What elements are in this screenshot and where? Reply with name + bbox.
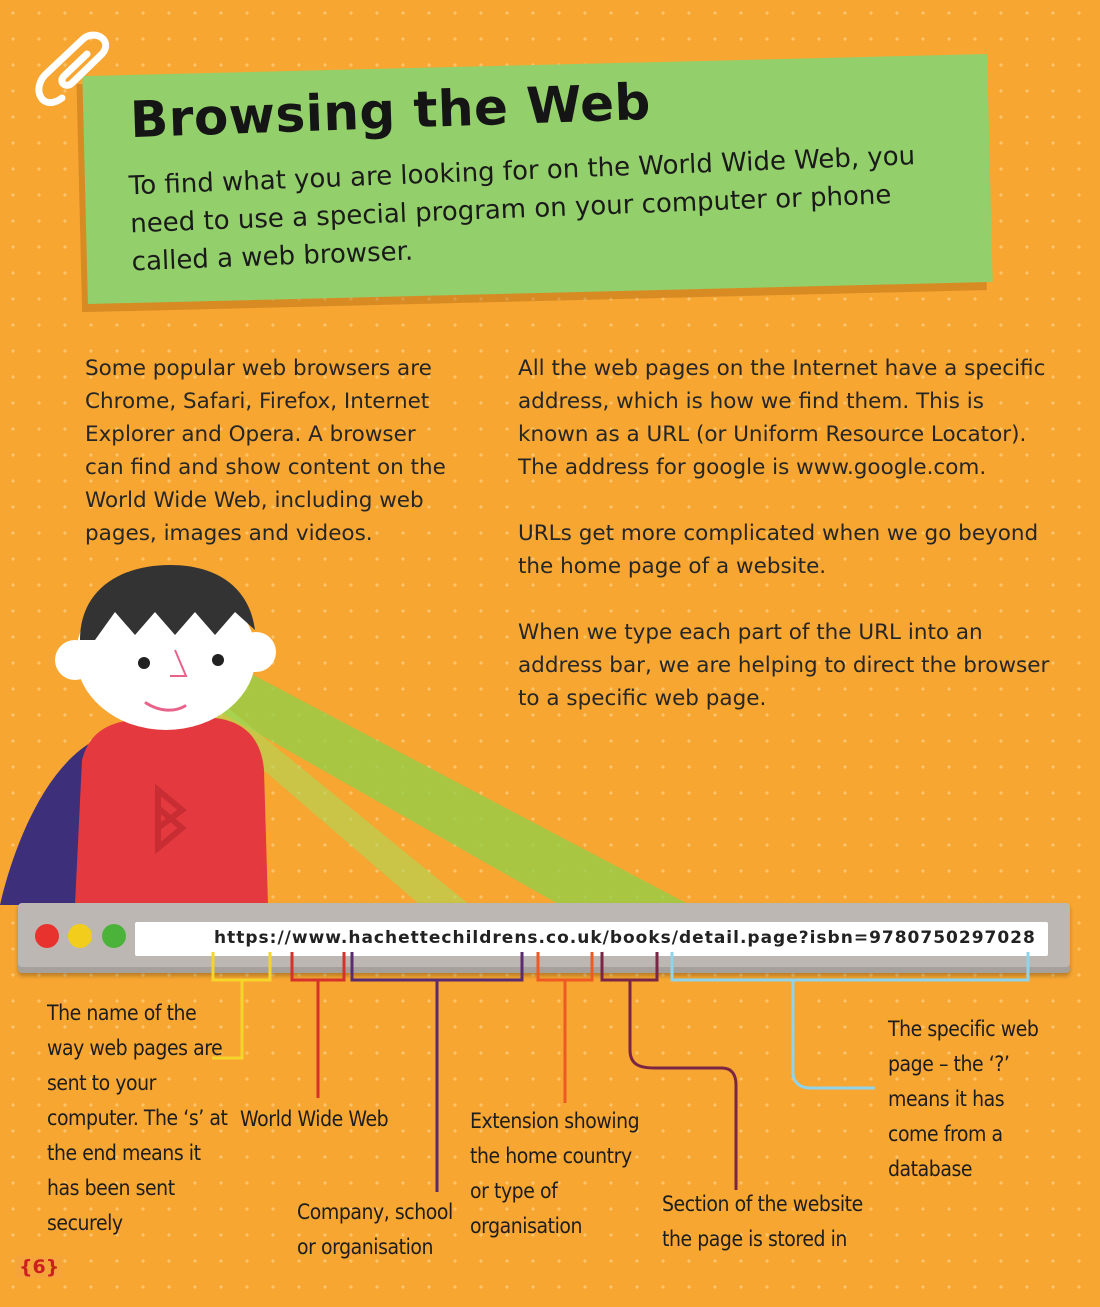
browsers-paragraph: Some popular web browsers are Chrome, Safari, Firefox, Internet Explorer and Opera. A browser can find and show content on the World Wide Web, including web pages, images and videos. bbox=[85, 356, 446, 546]
section-label: Section of the website the page is stored in bbox=[662, 1192, 863, 1251]
url-text: https://www.hachettechildrens.co.uk/books/detail.page?isbn=9780750297028 bbox=[214, 928, 1036, 948]
www-label: World Wide Web bbox=[240, 1107, 389, 1131]
page-label: The specific web page – the ‘?’ means it has come from a database bbox=[888, 1017, 1039, 1181]
page-title: Browsing the Web bbox=[129, 72, 652, 150]
extension-connector bbox=[538, 952, 592, 1103]
intro-text: To find what you are looking for on the World Wide Web, you need to use a special program on your computer or phone called a web browser. bbox=[128, 141, 916, 278]
page-number: {6} bbox=[16, 1256, 62, 1278]
address-bar-paragraph: When we type each part of the URL into an address bar, we are helping to direct the browser to a specific web page. bbox=[518, 620, 1050, 711]
protocol-label: The name of the way web pages are sent to your computer. The ‘s’ at the end means it has been sent securely bbox=[47, 1001, 228, 1235]
url-paragraph: All the web pages on the Internet have a specific address, which is how we find them. This is known as a URL (or Uniform Resource Locator). The address for google is www.google.com. bbox=[518, 356, 1046, 480]
extension-label: Extension showing the home country or type of organisation bbox=[470, 1109, 640, 1238]
domain-label: Company, school or organisation bbox=[297, 1200, 453, 1259]
www-connector bbox=[292, 952, 344, 1098]
complicated-paragraph: URLs get more complicated when we go beyond the home page of a website. bbox=[518, 521, 1039, 579]
